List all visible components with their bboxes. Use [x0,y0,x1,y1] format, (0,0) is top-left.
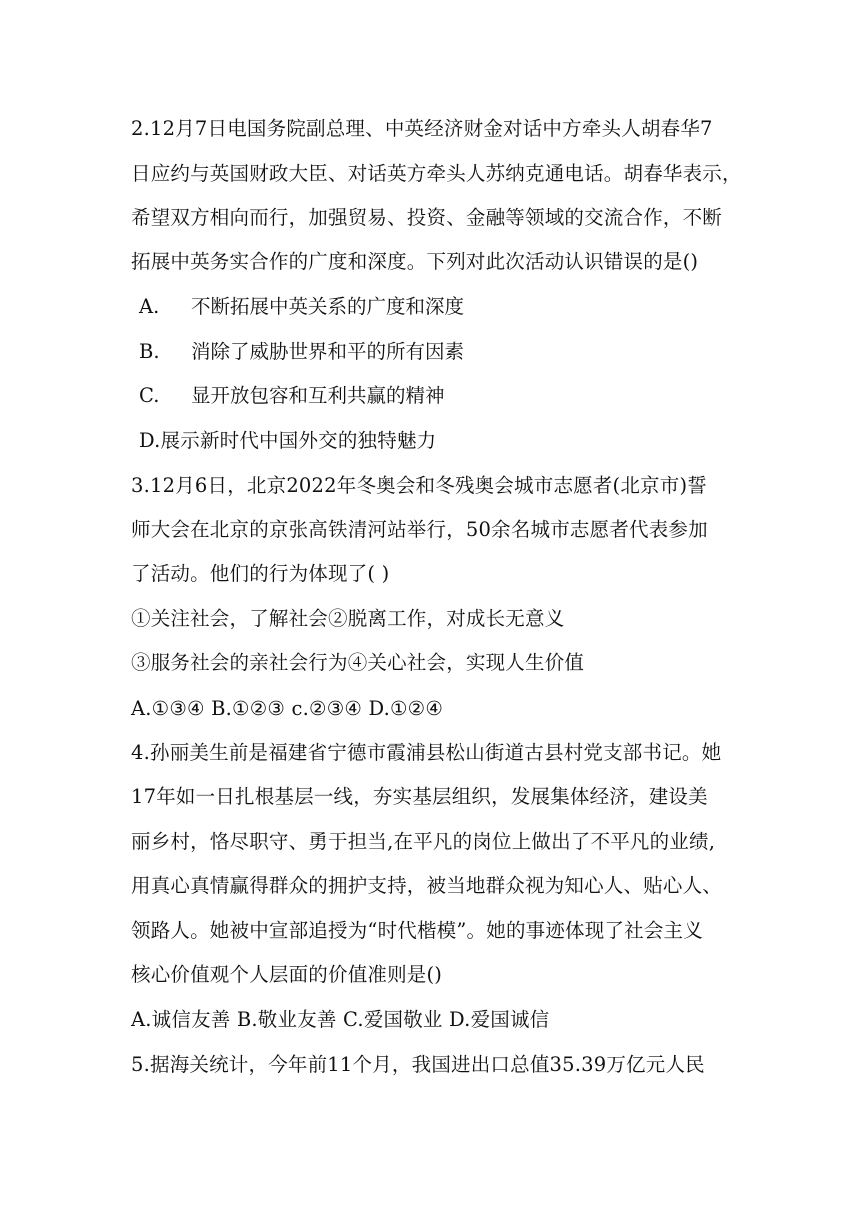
q3-statements-line-2: ③服务社会的亲社会行为④关心社会，实现人生价值 [131,651,585,674]
q5-stem-line-1: 5.据海关统计，今年前11个月，我国进出口总值35.39万亿元人民 [131,1053,705,1076]
q4-stem-line-3: 丽乡村，恪尽职守、勇于担当,在平凡的岗位上做出了不平凡的业绩, [131,830,716,853]
q3-options: A.①③④ B.①②③ c.②③④ D.①②④ [131,697,444,720]
q3-stem-line-1: 3.12月6日，北京2022年冬奥会和冬残奥会城市志愿者(北京市)誓 [131,474,707,497]
q2-stem-line-3: 希望双方相向而行，加强贸易、投资、金融等领域的交流合作，不断 [131,206,723,229]
q3-stem-line-3: 了活动。他们的行为体现了( ) [131,562,390,585]
q2-option-b-text: 消除了威胁世界和平的所有因素 [191,340,465,363]
q2-option-b-letter: B. [139,340,160,363]
q2-option-a-text: 不断拓展中英关系的广度和深度 [191,295,465,318]
q2-option-c-text: 显开放包容和互利共赢的精神 [191,384,445,407]
q2-stem-line-1: 2.12月7日电国务院副总理、中英经济财金对话中方牵头人胡春华7 [131,117,713,140]
q4-stem-line-1: 4.孙丽美生前是福建省宁德市霞浦县松山街道古县村党支部书记。她 [131,741,722,764]
q2-option-c-letter: C. [139,384,160,407]
q2-option-a-letter: A. [139,295,160,318]
q3-stem-line-2: 师大会在北京的京张高铁清河站举行，50余名城市志愿者代表参加 [131,518,708,541]
q4-options: A.诚信友善 B.敬业友善 C.爱国敬业 D.爱国诚信 [131,1008,550,1031]
q2-stem-line-4: 拓展中英务实合作的广度和深度。下列对此次活动认识错误的是() [131,250,699,273]
q4-stem-line-2: 17年如一日扎根基层一线，夯实基层组织，发展集体经济，建设美 [131,785,708,808]
q3-statements-line-1: ①关注社会，了解社会②脱离工作，对成长无意义 [131,607,565,630]
q4-stem-line-5: 领路人。她被中宣部追授为“时代楷模”。她的事迹体现了社会主义 [131,919,703,942]
q2-option-d: D.展示新时代中国外交的独特魅力 [139,429,437,452]
q4-stem-line-6: 核心价值观个人层面的价值准则是() [131,963,443,986]
q4-stem-line-4: 用真心真情赢得群众的拥护支持，被当地群众视为知心人、贴心人、 [131,874,723,897]
q2-stem-line-2: 日应约与英国财政大臣、对话英方牵头人苏纳克通电话。胡春华表示， [131,162,742,185]
